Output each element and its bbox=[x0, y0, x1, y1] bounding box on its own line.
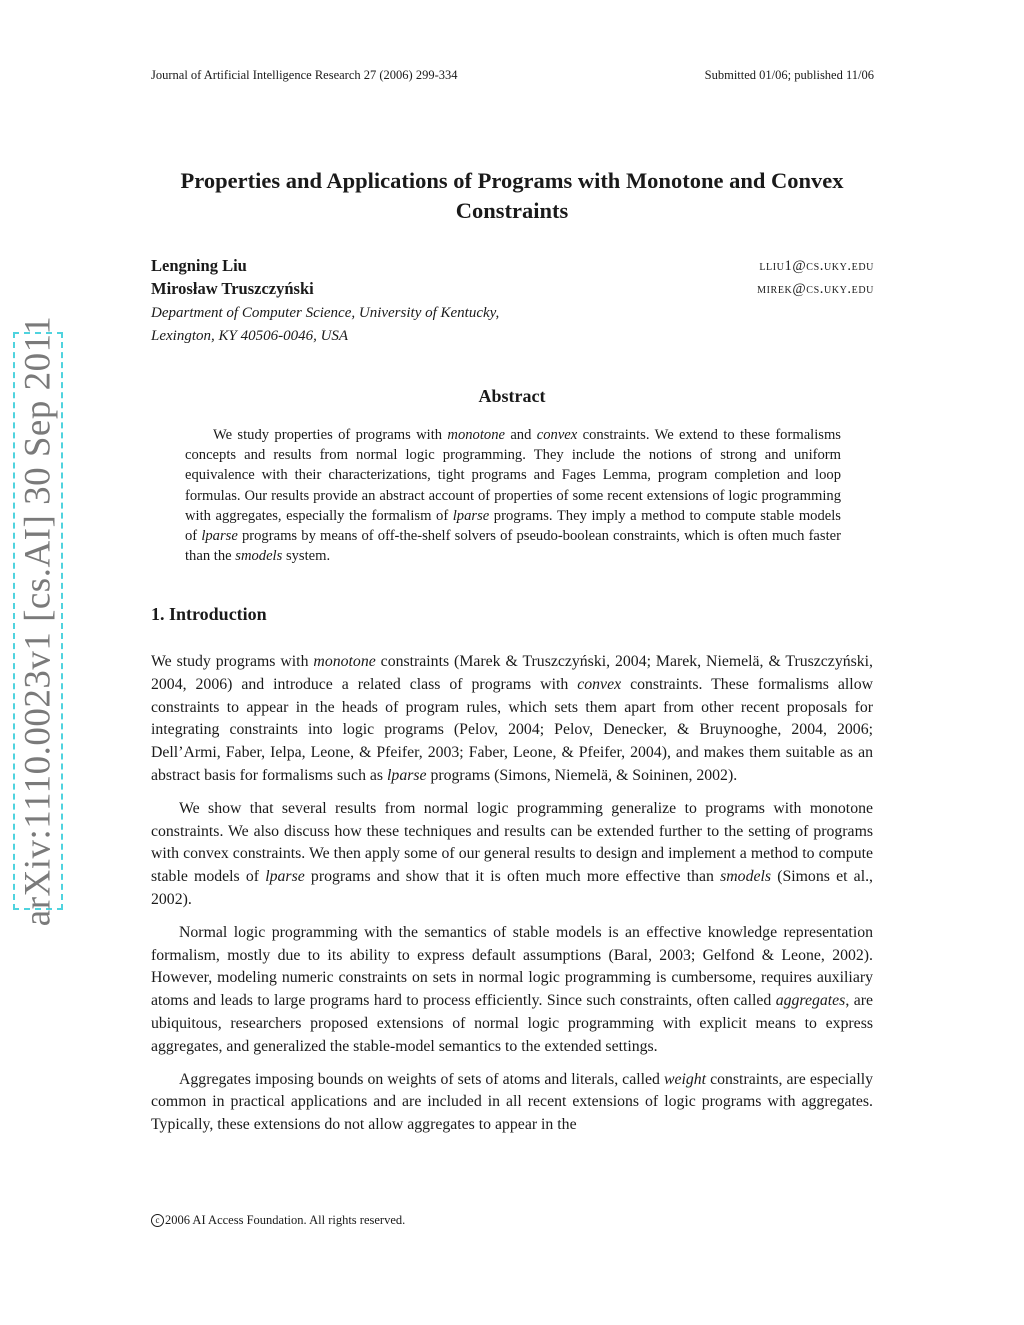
emphasized-text: lparse bbox=[387, 766, 427, 784]
text-run: and bbox=[504, 427, 537, 443]
body-paragraph bbox=[151, 798, 873, 912]
text-run: constraints, are especially common in practical applications and are included in all recent extensions of logic programs with aggregates. Typically, these extensions do not allow aggregates to appear in the bbox=[151, 1070, 873, 1134]
affiliation-line-2: Lexington, KY 40506-0046, USA bbox=[151, 328, 349, 344]
abstract-heading: Abstract bbox=[478, 386, 546, 406]
emphasized-text: weight bbox=[663, 1070, 707, 1088]
text-run: constraints. These formalisms allow constraints to appear in the heads of program rules, which sets them apart from other recent proposals for integrating constraints into logic programs (Pelov, 2004; Pelov, Denecker, & Bruynooghe, 2004, 2006; Dell’Armi, Faber, Ielpa, Leone, & Pfeifer, 2003; Faber, Leone, & Pfeifer, 2004), and makes them suitable as an abstract basis for formalisms such as bbox=[151, 675, 874, 784]
text-run: (Simons et al., 2002). bbox=[151, 868, 873, 908]
text-run: programs and show that it is often much more effective than bbox=[304, 868, 721, 886]
body-paragraph bbox=[151, 922, 873, 1059]
introduction-body bbox=[151, 651, 873, 1147]
arxiv-identifier: arXiv:1110.0023v1 [cs.AI] 30 Sep 2011 bbox=[17, 315, 59, 927]
emphasized-text: monotone bbox=[313, 653, 376, 670]
text-run: We study programs with bbox=[151, 653, 314, 670]
author-block bbox=[151, 256, 874, 348]
text-run: programs. They imply a method to compute stable models of bbox=[185, 507, 841, 545]
author-row bbox=[151, 279, 874, 302]
text-run: constraints. We extend to these formalisms concepts and results from normal logic programming. They include the notions of strong and uniform equivalence with their characterizations, tight programs and Fages Lemma, program completion and loop formulas. Our results provide an abstract account of properties of some recent extensions of logic programming with aggregates, especially the formalism of bbox=[185, 427, 841, 524]
text-run: , are ubiquitous, researchers proposed extensions of normal logic programming with explicit means to express aggregates, and generalized the stable-model semantics to the extended settings. bbox=[151, 992, 873, 1055]
emphasized-text: lparse bbox=[201, 528, 238, 545]
text-run: programs (Simons, Niemelä, & Soininen, 2002). bbox=[426, 766, 738, 784]
body-paragraph bbox=[151, 1069, 873, 1137]
abstract-body bbox=[185, 425, 841, 566]
copyright-icon: c bbox=[151, 1214, 164, 1227]
author-email[interactable]: lliu1@cs.uky.edu bbox=[759, 258, 874, 274]
text-run: Normal logic programming with the semantics of stable models is an effective knowledge representation formalism, mostly due to its ability to express default assumptions (Baral, 2003; Gelfond & Leone, 2002). However, modeling numeric constraints on sets in normal logic programming is cumbersome, requires auxiliary atoms and leads to large programs hard to process efficiently. Since such constraints, often called bbox=[151, 923, 873, 1010]
emphasized-text: smodels bbox=[720, 868, 772, 886]
journal-header: Journal of Artificial Intelligence Research 27 (2006) 299-334 bbox=[151, 68, 458, 82]
paper-title: Properties and Applications of Programs with Monotone and Convex Constraints bbox=[180, 168, 844, 223]
emphasized-text: convex bbox=[536, 427, 578, 443]
emphasized-text: lparse bbox=[265, 868, 305, 886]
submission-dates: Submitted 01/06; published 11/06 bbox=[704, 68, 874, 82]
text-run: We show that several results from normal logic programming generalize to programs with monotone constraints. We also discuss how these techniques and results can be extended further to the setting of programs with convex constraints. We then apply some of our general results to design and implement a method to compute stable models of bbox=[151, 799, 873, 886]
text-run: We study properties of programs with bbox=[213, 427, 448, 443]
text-run: programs by means of off-the-shelf solvers of pseudo-boolean constraints, which is often much faster than the bbox=[185, 528, 841, 565]
affiliation-line-1: Department of Computer Science, University of Kentucky, bbox=[151, 305, 500, 321]
emphasized-text: monotone bbox=[447, 427, 505, 443]
emphasized-text: convex bbox=[577, 675, 622, 693]
author-row bbox=[151, 256, 874, 279]
author-email[interactable]: mirek@cs.uky.edu bbox=[757, 281, 874, 297]
text-run: constraints (Marek & Truszczyński, 2004; Marek, Niemelä, & Truszczyński, 2004, 2006) and introduce a related class of programs with bbox=[151, 653, 874, 693]
text-run: system. bbox=[282, 548, 331, 565]
copyright-text: 2006 AI Access Foundation. All rights reserved. bbox=[165, 1213, 406, 1227]
copyright-notice bbox=[151, 1213, 405, 1228]
text-run: Aggregates imposing bounds on weights of sets of atoms and literals, called bbox=[179, 1070, 664, 1088]
emphasized-text: lparse bbox=[452, 507, 490, 524]
emphasized-text: smodels bbox=[235, 548, 283, 565]
author-name: Mirosław Truszczyński bbox=[151, 279, 314, 298]
abstract-paragraph bbox=[185, 425, 841, 566]
emphasized-text: aggregates bbox=[775, 992, 846, 1010]
author-name: Lengning Liu bbox=[151, 256, 247, 275]
body-paragraph bbox=[151, 651, 873, 788]
section-heading-introduction: 1. Introduction bbox=[151, 604, 267, 624]
